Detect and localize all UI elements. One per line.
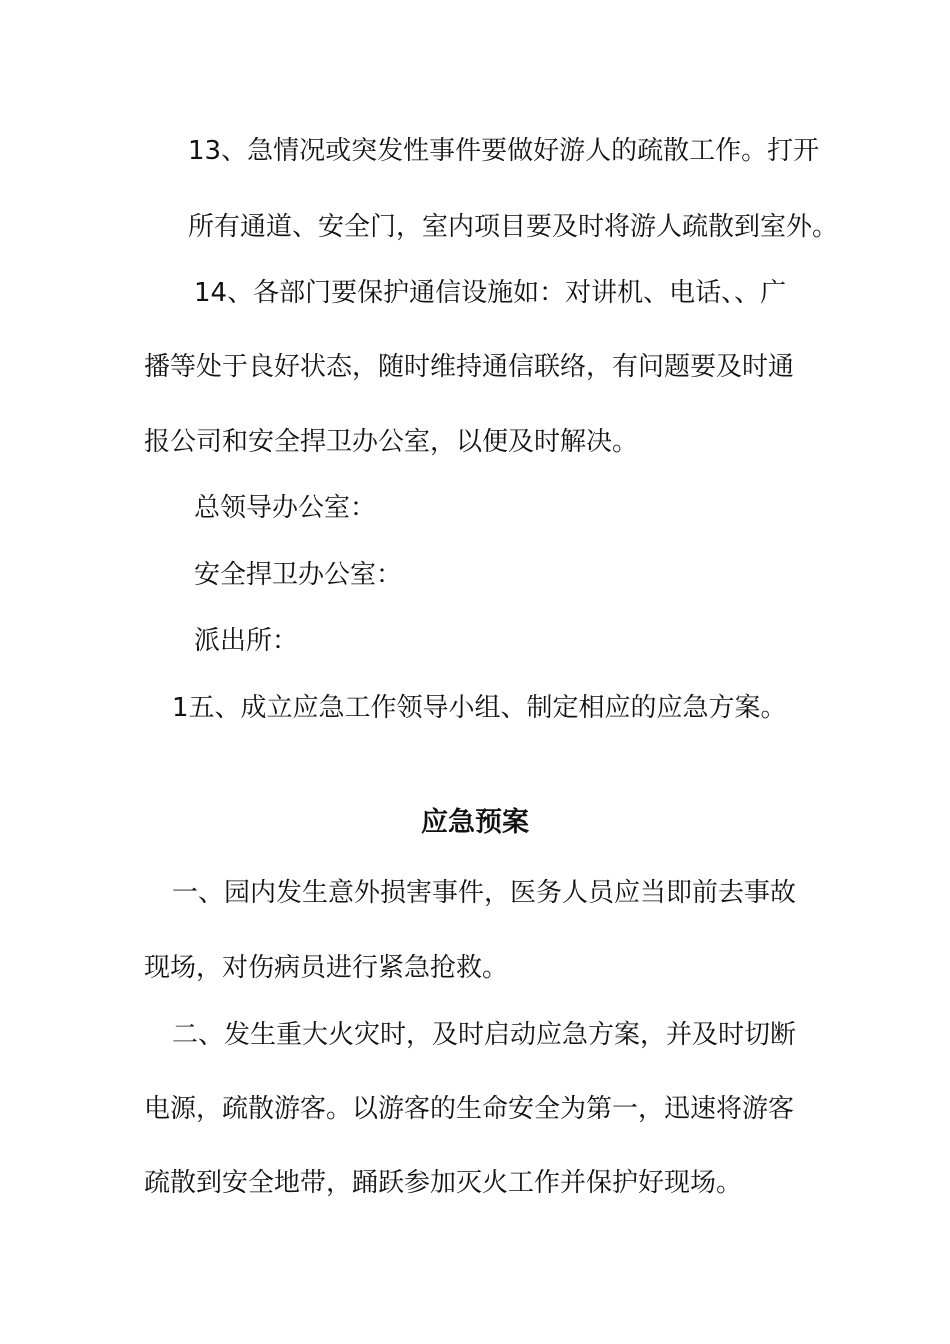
contact-label: 安全捍卫办公室：	[194, 560, 403, 590]
paragraph-line: 现场，对伤病员进行紧急抢救。	[144, 953, 509, 983]
paragraph-line: 13、急情况或突发性事件要做好游人的疏散工作。打开	[188, 136, 820, 166]
paragraph-line: 疏散到安全地带，踊跃参加灭火工作并保护好现场。	[144, 1168, 743, 1198]
paragraph-line: 所有通道、安全门，室内项目要及时将游人疏散到室外。	[188, 212, 839, 242]
contact-label: 总领导办公室：	[194, 493, 377, 523]
paragraph-line: 1五、成立应急工作领导小组、制定相应的应急方案。	[172, 693, 787, 723]
paragraph-line: 一、园内发生意外损害事件，医务人员应当即前去事故	[172, 878, 797, 908]
paragraph-line: 报公司和安全捍卫办公室，以便及时解决。	[144, 427, 639, 457]
paragraph-line: 二、发生重大火灾时，及时启动应急方案，并及时切断	[172, 1020, 797, 1050]
paragraph-line: 14、各部门要保护通信设施如：对讲机、电话、、广	[194, 278, 787, 308]
section-heading: 应急预案	[421, 807, 529, 838]
contact-label: 派出所：	[194, 626, 299, 656]
paragraph-line: 播等处于良好状态，随时维持通信联络，有问题要及时通	[144, 352, 795, 382]
paragraph-line: 电源，疏散游客。以游客的生命安全为第一，迅速将游客	[144, 1094, 795, 1124]
